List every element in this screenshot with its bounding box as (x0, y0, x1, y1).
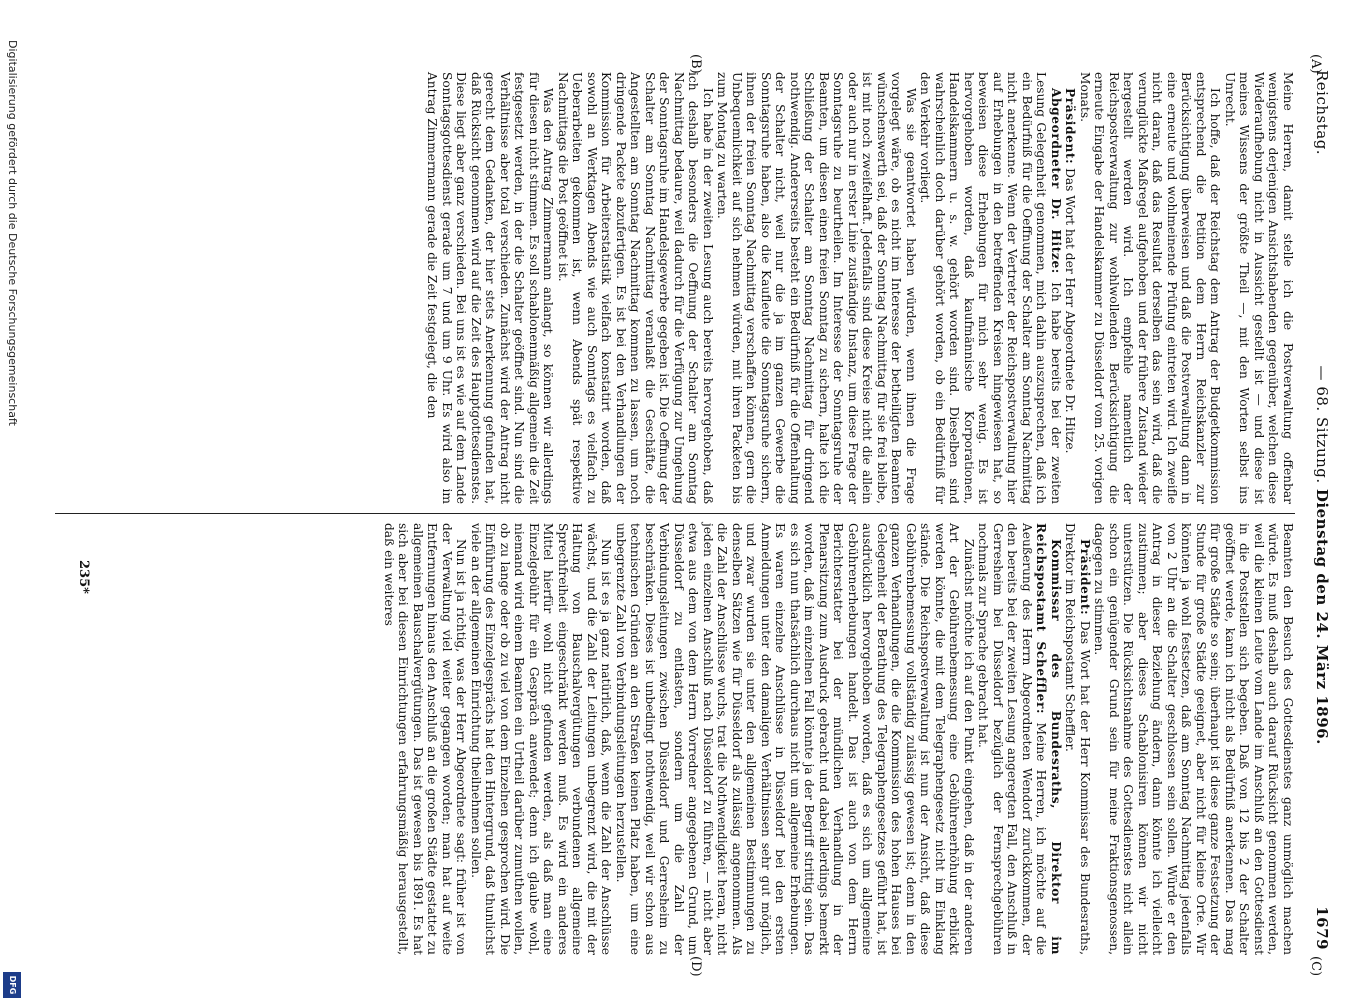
digitization-credit (0, 0, 23, 1000)
paragraph: Ich hoffe, daß der Reichstag dem Antrag der Budgetkommission entsprechend die Petition dem Herrn Reichskanzler zur Berücksichtigung überweisen und daß die Postverwaltung dann in eine erneute und wohlmeinende Prüfung eintreten wird. Ich zweifle nicht daran, daß das Resultat derselben das sein wird, daß die verunglückte Maßregel aufgehoben und der frühere Zustand wieder hergestellt werden wird. Ich empfehle namentlich der Reichspostverwaltung zur wohlwollenden Berücksichtigung die erneute Eingabe der Handelskammer zu Düsseldorf vom 25. vorigen Monats. (1078, 72, 1223, 504)
paragraph (976, 523, 1063, 955)
column-divider (55, 513, 1295, 514)
margin-mark-d: (D) (688, 956, 703, 977)
speech-text: Meine Herren, ich möchte auf die Aeußerung des Herrn Abgeordneten Wendorf zurückkommen, der den bereits bei der zweiten Lesung angeregten Fall, den Anschluß in Gerresheim bei Düsseldorf bezüglich der Fernsprechgebühren nochmals zur Sprache gebracht hat. (976, 523, 1049, 955)
margin-mark-c: (C) (1308, 956, 1323, 977)
margin-mark-a: (A) (1308, 54, 1323, 74)
paragraph (918, 72, 1063, 504)
paragraph: Zunächst möchte ich auf den Punkt eingehen, daß in der anderen Art der Gebührenbemessung eine Gebührenerhöhung erblickt werden könnte, die mit dem Telegraphengesetz nicht im Einklang stände. Die Reichspostverwaltung ist nun der Ansicht, daß diese Gebührenbemessung vollständig zulässig gewesen ist; denn in den ganzen Verhandlungen, die die Kommission des hohen Hauses bei Gelegenheit der Berathung des Telegraphengesetzes geführt hat, ist ausdrücklich hervorgehoben worden, daß es sich um allgemeine Gebührenerhebungen handelt. Das ist auch von dem Herrn Berichterstatter bei der mündlichen Verhandlung in der Plenarsitzung zum Ausdruck gebracht und dabei allerdings bemerkt worden, daß im einzelnen Fall könnte ja der Begriff strittig sein. Das es sich nun thatsächlich durchaus nicht um allgemeine Erhebungen. Es waren einzelne Anschlüsse in Düsseldorf bei den ersten Anmeldungen unter den damaligen Verhältnissen sehr gut möglich, und zwar wurden sie unter den allgemeinen Bestimmungen zu denselben Sätzen wie für Düsseldorf als zulässig angenommen. Als die Zahl der Anschlüsse wuchs, trat die Nothwendigkeit heran, nicht jeden einzelnen Anschluß nach Düsseldorf zu führen, — nicht aber etwa aus dem von dem Herrn Vorredner angegebenen Grund, um Düsseldorf zu entlasten, sondern um die Zahl der Verbindungsleitungen zwischen Düsseldorf und Gerresheim zu beschränken. Dieses ist unbedingt nothwendig, weil wir schon aus technischen Gründen an den Straßen keinen Platz haben, um eine unbegrenzte Zahl von Verbindungsleitungen herzustellen. (614, 523, 976, 955)
page-number: 1679 (1313, 906, 1331, 950)
paragraph: Ich habe in der zweiten Lesung auch bereits hervorgehoben, daß ich deshalb besonders die Oeffnung der Schalter am Sonntag Nachmittag bedaure, weil dadurch für die Verfügung zur Umgehung der Sonntagsruhe im Handelsgewerbe gegeben ist. Die Oeffnung der Schalter am Sonntag Nachmittag veranlaßt die Geschäfte, die Angestellten am Sonntag Nachmittag kommen zu lassen, um noch dringende Packete abzufertigen. Es ist bei den Verhandlungen der Kommission für Arbeiterstatistik vielfach konstatirt worden, daß sowohl an Werktagen Abends wie auch Sonntags es vielfach zu Ueberarbeiten gekommen ist, wenn Abends spät respektive Nachmittags die Post geöffnet ist. (556, 72, 715, 504)
speaker-name: Kommissar des Bundesraths, Direktor im Reichspostamt Scheffler: (1034, 523, 1063, 955)
header-title: Reichstag. (1313, 70, 1331, 156)
header-date: Dienstag den 24. März 1896. (1313, 488, 1331, 745)
header-session-number: — 68. Sitzung. (1313, 365, 1331, 484)
left-column (425, 72, 1295, 504)
speaker-name: Präsident: (1063, 88, 1078, 165)
speaker-name: Abgeordneter Dr. Hitze: (1049, 88, 1063, 274)
paragraph: Was sie geantwortet haben würden, wenn ihnen die Frage vorgelegt wäre, ob es nicht im Interesse der betheiligten Beamten wünschenswerth sei, daß der Sonntag Nachmittag für sie frei bleibe, ist mit noch zweifelhaft. Jedenfalls sind diese Kreise nicht die allein oder auch nur in erster Linie zuständige Instanz, um diese Frage der Sonntagsruhe zu beurtheilen. Im Interesse der Sonntagsruhe der Beamten, um diesen einen freien Sonntag zu sichern, halte ich die Schließung der Schalter am Sonntag Nachmittag für dringend nothwendig. Andererseits besteht ein Bedürfniß für die Offenhaltung der Schalter nicht, weil nur die ja im ganzen Gewerbe die Sonntagsruhe haben, also die Kaufleute die Sonntagsruhe sichern, ihnen der freien Sonntag Nachmittag verschaffen können, gern die Unbequemlichkeit auf sich nehmen würden, mit ihren Packeten bis zum Montag zu warten. (715, 72, 918, 504)
paragraph: Meine Herren, damit stelle ich die Postverwaltung offenbar wenigstens derjenigen Ansichtshabenden gegenüber, welchen diese Wiederaufhebung nicht in Aussicht gestellt ist — und diese ist meines Wissens der größte Theil —, mit den Worten selbst ins Unrecht. (1223, 72, 1295, 504)
paragraph (1063, 523, 1092, 955)
speech-text: Das Wort hat der Herr Abgeordnete Dr. Hitze. (1063, 168, 1078, 454)
paragraph (1063, 72, 1078, 504)
paragraph: Nun ist ja richtig, was der Herr Abgeordnete sagt: früher ist von der Verwaltung viel weiter gegangen worden; man hat auf weite Entfernungen hinaus den Anschluß an die großen Städte gestattet zu allgemeinen Bauschalvergütungen. Das ist gewesen bis 1891. Es hat sich aber bei diesen Einrichtungen erfahrungsmäßig herausgestellt, daß ein weiteres (382, 523, 469, 955)
signature-mark: 235* (76, 560, 91, 594)
page-header (1311, 70, 1331, 950)
margin-mark-b: (B) (688, 54, 703, 74)
dfg-logo-icon: DFG (3, 972, 21, 998)
right-column (382, 523, 1296, 955)
speaker-name: Präsident: (1078, 539, 1092, 616)
paragraph: Nun ist es ja ganz natürlich, daß, wenn die Zahl der Anschlüsse wächst, und die Zahl der Leitungen unbegrenzt wird, die mit der Haltung von Bauschalvergütungen verbundenen allgemeine Sprechfreiheit eingeschränkt werden muß. Es wird ein anderes Mittel hierfür wohl nicht gefunden werden, als daß man eine Einzelgebühr für ein Gespräch anwendet; denn ich glaube wohl, niemand wird einem Beamten ein Urtheil darüber zumuthen wollen, ob zu lange oder ob zu viel von dem Einzelnen gesprochen wird. Die Einführung des Einzelgesprächs hat den Hintergrund, daß thunlichst viele an der allgemeinen Einrichtung theilnehmen sollen. (469, 523, 614, 955)
credit-text: Digitalisierung gefördert durch die Deutsche Forschungsgemeinschaft (6, 40, 19, 426)
paragraph: Was den Antrag Zimmermann anlangt, so können wir allerdings für diesen nicht stimmen. Es soll schablonenmäßig allgemein die Zeit festgesetzt werden, in der die Schalter geöffnet sind. Nun sind die Verhältnisse aber total verschieden. Zunächst wird der Antrag nicht gerecht dem Gedanken, der hier stets Anerkennung gefunden hat, daß Rücksicht genommen wird auf die Zeit des Hauptgottesdienstes. Diese liegt aber ganz verschieden. Bei uns ist es wie auf dem Lande Sonntagsgottesdienst gerade um 7 und um 9 Uhr. Es wird also im Antrag Zimmermann gerade die Zeit festgelegt, die den (425, 72, 556, 504)
speech-text: Das Wort hat der Herr Kommissar des Bundesraths, Direktor im Reichspostamt Scheffler. (1063, 523, 1092, 955)
header-session (1313, 70, 1331, 950)
speech-text: Ich habe bereits bei der zweiten Lesung Gelegenheit genommen, mich dahin auszusprechen, daß ich ein Bedürfniß für die Oeffnung der Schalter am Sonntag Nachmittag nicht anerkenne. Wenn der Vertreter der Reichspostverwaltung hier auf Erhebungen in den betreffenden Kreisen hingewiesen hat, so beweisen diese Erhebungen für mich sehr wenig. Es ist hervorgehoben worden, daß kaufmännische Korporationen, Handelskammern u. s. w. gehört worden sind. Dieselben sind wahrscheinlich doch darüber gehört worden, ob ein Bedürfniß für den Verkehr vorliegt. (918, 72, 1063, 504)
paragraph: Beamten den Besuch des Gottesdienstes ganz unmöglich machen würde. Es muß deshalb auch darauf Rücksicht genommen werden, weil die kleinen Leute vom Lande im Anschluß an den Gottesdienst in die Poststellen sich begeben. Daß von 12 bis 2 der Schalter geöffnet werde, kann ich nicht als Bedürfniß anerkennen. Das mag für große Städte so sein; überhaupt ist diese ganze Festsetzung der Stunde für große Städte geeignet, aber nicht für kleine Orte. Wir könnten ja wohl festsetzen, daß am Sonntag Nachmittag jedenfalls von 2 Uhr an die Schalter geschlossen sein sollen. Würde er den Antrag in dieser Beziehung ändern, dann könnte ich vielleicht zustimmen; aber dieses Schablonisiren können wir nicht unterstützen. Die Rücksichtsnahme des Gottesdienstes nicht allein schon ein genügender Grund sein für meine Fraktionsgenossen, dagegen zu stimmen. (1092, 523, 1295, 955)
